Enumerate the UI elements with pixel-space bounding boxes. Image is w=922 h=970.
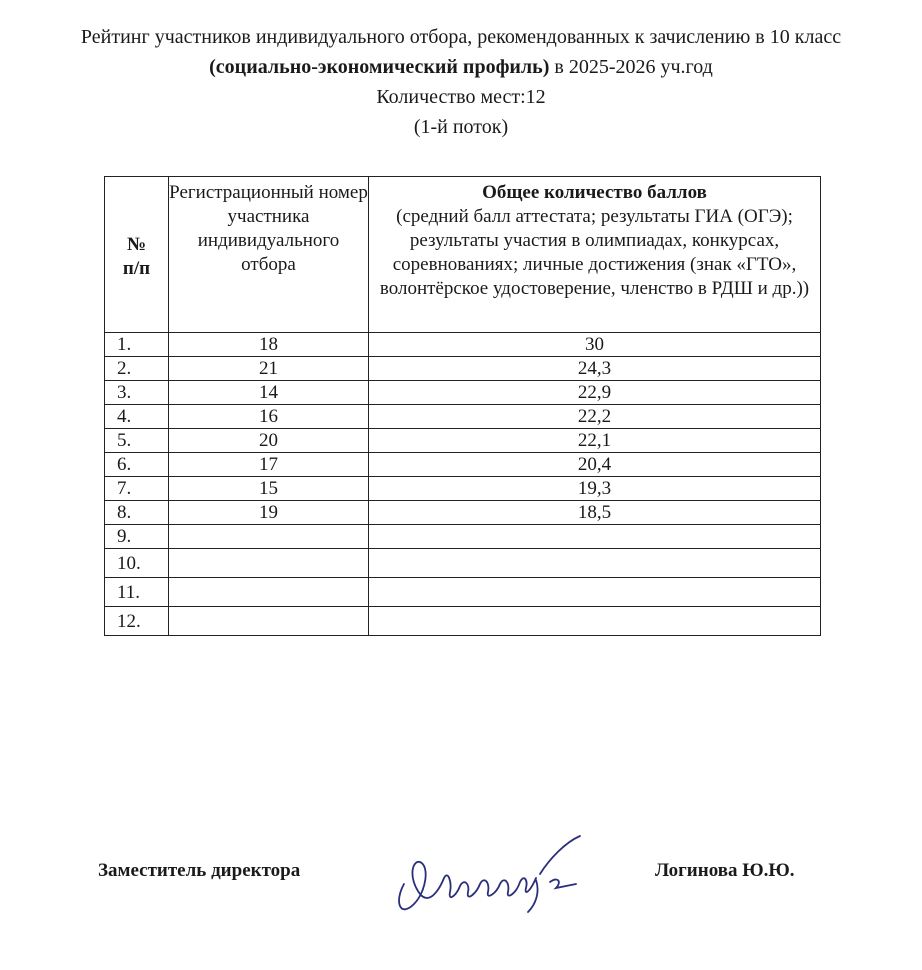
signer-role: Заместитель директора — [98, 860, 301, 881]
registration-number-cell — [169, 607, 369, 636]
table-row — [105, 501, 821, 525]
row-number-cell: 9. — [105, 525, 169, 549]
score-cell — [369, 578, 821, 607]
table-row — [105, 453, 821, 477]
document-subtitle — [0, 52, 922, 82]
score-cell: 22,9 — [369, 381, 821, 405]
table-row — [105, 607, 821, 636]
score-cell: 19,3 — [369, 477, 821, 501]
row-number-cell: 4. — [105, 405, 169, 429]
score-cell: 22,1 — [369, 429, 821, 453]
row-number-cell: 6. — [105, 453, 169, 477]
row-number-cell: 7. — [105, 477, 169, 501]
table-row — [105, 549, 821, 578]
score-cell: 24,3 — [369, 357, 821, 381]
profile-name: (социально-экономический профиль) — [209, 56, 550, 78]
registration-number-cell: 16 — [169, 405, 369, 429]
table-header-row — [105, 177, 821, 333]
row-number-cell: 3. — [105, 381, 169, 405]
document-title: Рейтинг участников индивидуального отбора, рекомендованных к зачислению в 10 класс — [80, 26, 842, 48]
registration-number-cell: 17 — [169, 453, 369, 477]
table-row — [105, 405, 821, 429]
col-score-header: Общее количество баллов (средний балл аттестата; результаты ГИА (ОГЭ); результаты участия в олимпиадах, конкурсах, соревнованиях; личные достижения (знак «ГТО», волонтёрское удостоверение, членство в РДШ и др.)) — [369, 177, 821, 333]
row-number-cell: 8. — [105, 501, 169, 525]
registration-number-cell: 14 — [169, 381, 369, 405]
row-number-cell: 1. — [105, 333, 169, 357]
table-row — [105, 381, 821, 405]
stream-label: (1-й поток) — [413, 116, 509, 138]
score-cell: 20,4 — [369, 453, 821, 477]
table-row — [105, 357, 821, 381]
score-cell — [369, 549, 821, 578]
registration-number-cell — [169, 578, 369, 607]
row-number-cell: 2. — [105, 357, 169, 381]
row-number-cell: 12. — [105, 607, 169, 636]
registration-number-cell: 21 — [169, 357, 369, 381]
rating-table — [104, 176, 821, 636]
registration-number-cell: 20 — [169, 429, 369, 453]
registration-number-cell: 19 — [169, 501, 369, 525]
row-number-cell: 5. — [105, 429, 169, 453]
table-row — [105, 578, 821, 607]
row-number-cell: 11. — [105, 578, 169, 607]
col-number-header: № п/п — [105, 177, 169, 333]
signer-name: Логинова Ю.Ю. — [655, 860, 795, 881]
score-cell: 22,2 — [369, 405, 821, 429]
score-cell: 30 — [369, 333, 821, 357]
places-count: Количество мест:12 — [376, 86, 546, 108]
col-registration-header: Регистрационный номер участника индивидуального отбора — [169, 177, 369, 333]
academic-year: в 2025-2026 уч.год — [549, 56, 713, 78]
registration-number-cell: 18 — [169, 333, 369, 357]
score-cell: 18,5 — [369, 501, 821, 525]
score-cell — [369, 525, 821, 549]
row-number-cell: 10. — [105, 549, 169, 578]
table-row — [105, 525, 821, 549]
score-cell — [369, 607, 821, 636]
table-row — [105, 333, 821, 357]
document-header — [0, 22, 922, 142]
registration-number-cell: 15 — [169, 477, 369, 501]
table-row — [105, 429, 821, 453]
table-row — [105, 477, 821, 501]
registration-number-cell — [169, 525, 369, 549]
signature-icon — [390, 822, 590, 922]
registration-number-cell — [169, 549, 369, 578]
